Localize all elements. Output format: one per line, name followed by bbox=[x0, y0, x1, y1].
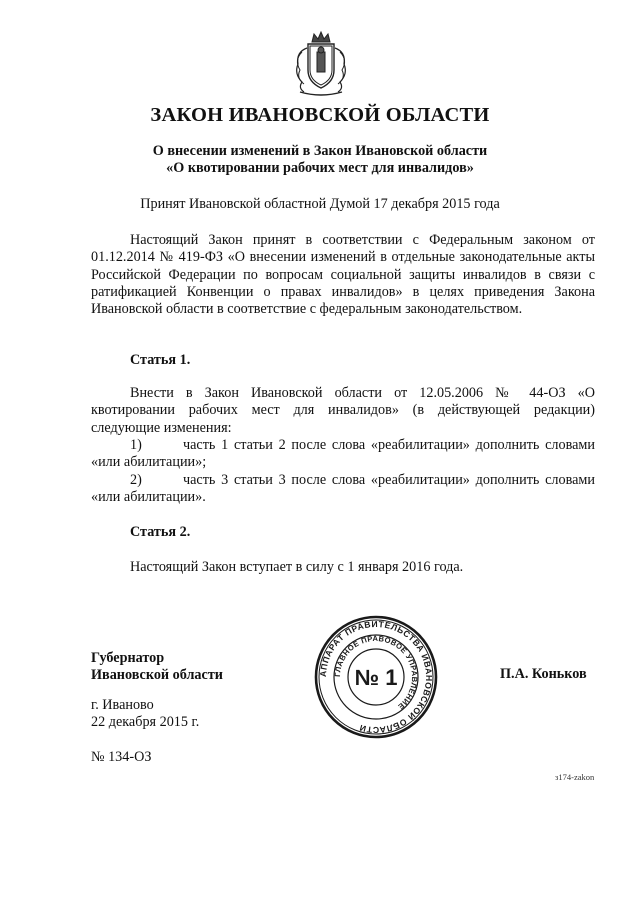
adoption-note: Принят Ивановской областной Думой 17 декабря 2015 года bbox=[140, 196, 500, 212]
article-2-text: Настоящий Закон вступает в силу с 1 января 2016 года. bbox=[130, 559, 464, 575]
official-seal-icon bbox=[313, 614, 439, 740]
signing-date: 22 декабря 2015 г. bbox=[91, 714, 200, 731]
city: г. Иваново bbox=[91, 697, 154, 713]
item-number: 1) bbox=[130, 437, 142, 453]
law-subtitle bbox=[0, 143, 640, 177]
position-line-1: Губернатор bbox=[91, 650, 165, 666]
article-2-heading: Статья 2. bbox=[130, 524, 191, 540]
article-1-item-2 bbox=[91, 472, 595, 507]
signatory-position bbox=[91, 650, 223, 685]
item-number: 2) bbox=[130, 472, 142, 488]
preamble-paragraph: Настоящий Закон принят в соответствии с Федеральным законом от 01.12.2014 № 419-ФЗ «О внесении изменений в отдельные законодательные акты Российской Федерации по вопросам социальной защиты инвалидов в связи с ратификацией Конвенции о правах инвалидов» в целях приведения Закона Ивановской области в соответствие с федеральным законодательством. bbox=[91, 232, 595, 318]
footer-code: з174-zakon bbox=[555, 772, 595, 782]
subtitle-line-1: О внесении изменений в Закон Ивановской области bbox=[152, 143, 488, 159]
seal-outer-text: АППАРАТ ПРАВИТЕЛЬСТВА ИВАНОВСКОЙ ОБЛАСТИ bbox=[317, 618, 435, 736]
seal-center-number: № 1 bbox=[354, 665, 398, 690]
article-1-item-1 bbox=[91, 437, 595, 472]
position-line-2: Ивановской области bbox=[91, 667, 223, 684]
article-1-intro: Внести в Закон Ивановской области от 12.05.2006 № 44-ОЗ «О квотировании рабочих мест для инвалидов» (в действующей редакции) следующие изменения: bbox=[91, 385, 595, 436]
item-text: часть 1 статьи 2 после слова «реабилитации» дополнить словами «или абилитации»; bbox=[91, 437, 595, 471]
ivanovo-coat-of-arms-icon bbox=[290, 30, 352, 98]
place-and-date bbox=[91, 697, 199, 732]
law-title: ЗАКОН ИВАНОВСКОЙ ОБЛАСТИ bbox=[150, 104, 490, 126]
signatory-name: П.А. Коньков bbox=[500, 666, 587, 682]
subtitle-line-2: «О квотировании рабочих мест для инвалидов» bbox=[166, 160, 474, 176]
article-1-heading: Статья 1. bbox=[130, 352, 191, 368]
item-text: часть 3 статьи 3 после слова «реабилитации» дополнить словами «или абилитации». bbox=[91, 472, 595, 506]
seal-inner-text: ГЛАВНОЕ ПРАВОВОЕ УПРАВЛЕНИЕ bbox=[332, 633, 420, 712]
law-number: № 134-ОЗ bbox=[91, 749, 152, 765]
